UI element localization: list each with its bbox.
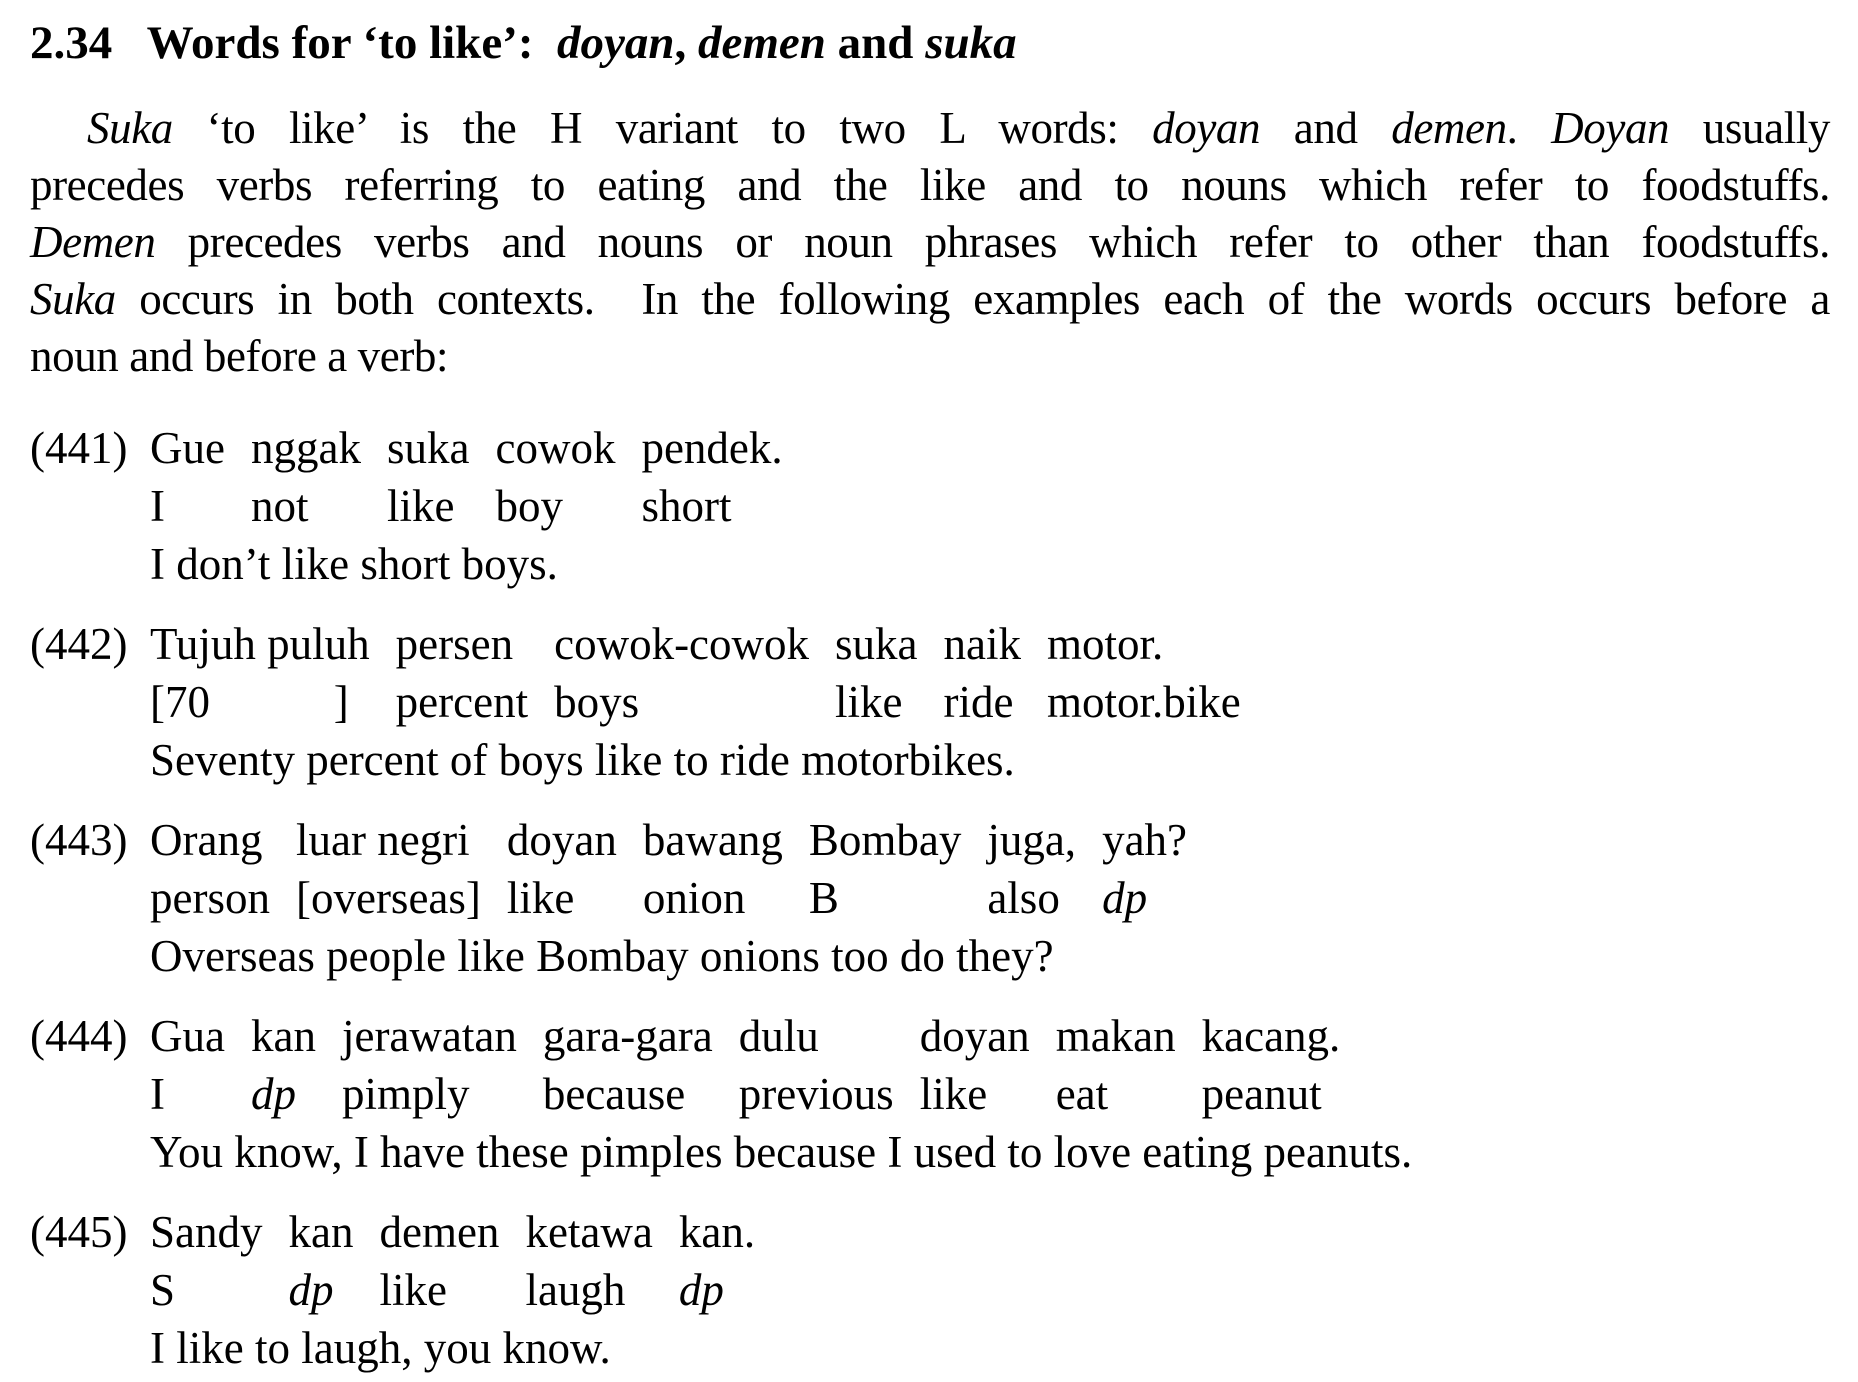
source-word: gara-gara xyxy=(542,1011,713,1061)
source-word: pendek. xyxy=(641,423,783,473)
source-word: doyan xyxy=(919,1011,1030,1061)
source-word: makan xyxy=(1055,1011,1176,1061)
translation-line: I don’t like short boys. xyxy=(150,539,558,589)
example-body xyxy=(150,615,1830,789)
source-word: Gua xyxy=(150,1011,225,1061)
gloss-word: laugh xyxy=(525,1265,626,1315)
italic-term: Suka xyxy=(87,103,173,153)
gloss-word: dp xyxy=(288,1265,334,1315)
source-word: kacang. xyxy=(1201,1011,1341,1061)
text-run: precedes verbs referring to eating and the like and to nouns which refer to foodstuffs. xyxy=(30,160,1830,210)
source-word: doyan xyxy=(506,815,617,865)
translation-line: You know, I have these pimples because I used to love eating peanuts. xyxy=(150,1127,1413,1177)
source-word: dulu xyxy=(738,1011,819,1061)
gloss-word: not xyxy=(250,481,309,531)
source-word: kan. xyxy=(678,1207,756,1257)
gloss-word: peanut xyxy=(1201,1069,1322,1119)
italic-term: Doyan xyxy=(1551,103,1670,153)
gloss-column xyxy=(150,1203,263,1319)
text-run: and xyxy=(1260,103,1392,153)
gloss-word: S xyxy=(150,1265,176,1315)
gloss-word: like xyxy=(919,1069,988,1119)
intro-paragraph xyxy=(30,100,1830,385)
gloss-word: dp xyxy=(250,1069,296,1119)
gloss-column xyxy=(507,811,617,927)
gloss-word: dp xyxy=(678,1265,724,1315)
source-word: kan xyxy=(288,1207,354,1257)
example-body xyxy=(150,419,1830,593)
gloss-word: boys xyxy=(554,677,640,727)
gloss-word: I xyxy=(150,1069,165,1119)
gloss-column xyxy=(987,811,1076,927)
example xyxy=(30,811,1830,985)
gloss-column xyxy=(809,811,962,927)
gloss-word: pimply xyxy=(341,1069,470,1119)
gloss-word: [70 ] xyxy=(150,677,349,727)
gloss-word: dp xyxy=(1102,873,1148,923)
example xyxy=(30,1203,1830,1377)
source-word: nggak xyxy=(250,423,361,473)
gloss-column xyxy=(525,1203,652,1319)
gloss-column xyxy=(289,1203,354,1319)
title-text: and xyxy=(825,17,926,69)
gloss-column xyxy=(641,419,782,535)
example-number: (442) xyxy=(30,619,128,669)
source-word: suka xyxy=(835,619,918,669)
source-word: persen xyxy=(395,619,514,669)
gloss-column xyxy=(495,419,615,535)
source-word: juga, xyxy=(987,815,1077,865)
gloss-column xyxy=(739,1007,894,1123)
title-text: 2.34 Words for ‘to like’: xyxy=(30,17,557,69)
italic-term: Demen xyxy=(30,217,156,267)
source-word: luar negri xyxy=(295,815,470,865)
title-text: , xyxy=(674,17,698,69)
gloss-column xyxy=(396,615,528,731)
example-body xyxy=(150,1007,1830,1181)
gloss-column xyxy=(543,1007,713,1123)
italic-term: Suka xyxy=(30,274,116,324)
gloss-word: eat xyxy=(1055,1069,1109,1119)
title-italic-term: demen xyxy=(697,17,826,69)
source-word: motor. xyxy=(1047,619,1164,669)
source-word: kan xyxy=(250,1011,316,1061)
interlinear-row xyxy=(150,1203,1830,1319)
paragraph-line xyxy=(30,214,1830,271)
gloss-word: like xyxy=(379,1265,447,1315)
source-word: ketawa xyxy=(525,1207,653,1257)
gloss-word: short xyxy=(641,481,732,531)
source-word: Orang xyxy=(150,815,263,865)
italic-term: demen xyxy=(1391,103,1507,153)
gloss-column xyxy=(251,1007,316,1123)
examples xyxy=(30,419,1830,1377)
gloss-column xyxy=(1102,811,1187,927)
text-run: noun and before a verb: xyxy=(30,331,449,381)
gloss-word: previous xyxy=(738,1069,894,1119)
gloss-column xyxy=(554,615,809,731)
gloss-column xyxy=(379,1203,499,1319)
gloss-column xyxy=(251,419,361,535)
italic-term: doyan xyxy=(1152,103,1261,153)
example-number: (445) xyxy=(30,1207,128,1257)
gloss-word: person xyxy=(150,873,270,923)
source-word: cowok-cowok xyxy=(554,619,810,669)
translation-line: I like to laugh, you know. xyxy=(150,1323,611,1373)
gloss-word: like xyxy=(386,481,455,531)
text-run: usually xyxy=(1669,103,1830,153)
text-run: precedes verbs and nouns or noun phrases which refer to other than foodstuffs. xyxy=(155,217,1830,267)
gloss-word: motor.bike xyxy=(1047,677,1241,727)
gloss-column xyxy=(920,1007,1030,1123)
interlinear-row xyxy=(150,1007,1830,1123)
paragraph-line xyxy=(30,157,1830,214)
paragraph-line xyxy=(30,271,1830,328)
gloss-column xyxy=(296,811,481,927)
interlinear-row xyxy=(150,419,1830,535)
example xyxy=(30,1007,1830,1181)
paragraph-line xyxy=(30,328,1830,385)
gloss-column xyxy=(944,615,1021,731)
source-word: demen xyxy=(379,1207,500,1257)
gloss-column xyxy=(342,1007,517,1123)
gloss-column xyxy=(387,419,470,535)
gloss-word: because xyxy=(542,1069,686,1119)
source-word: naik xyxy=(943,619,1022,669)
gloss-column xyxy=(1202,1007,1341,1123)
section-title xyxy=(30,14,1830,72)
example-number: (444) xyxy=(30,1011,128,1061)
gloss-column xyxy=(150,1007,225,1123)
translation-line: Overseas people like Bombay onions too do they? xyxy=(150,931,1054,981)
source-word: Bombay xyxy=(808,815,962,865)
gloss-word: B xyxy=(808,873,839,923)
gloss-column xyxy=(150,615,370,731)
source-word: yah? xyxy=(1102,815,1188,865)
text-run: occurs in both contexts. In the following examples each of the words occurs before a xyxy=(115,274,1830,324)
source-word: jerawatan xyxy=(341,1011,517,1061)
gloss-word: I xyxy=(150,481,165,531)
gloss-word: onion xyxy=(642,873,746,923)
gloss-column xyxy=(150,419,225,535)
text-run: ‘to like’ is the H variant to two L words: xyxy=(172,103,1153,153)
source-word: Tujuh puluh xyxy=(150,619,370,669)
source-word: cowok xyxy=(495,423,616,473)
gloss-word: [overseas] xyxy=(295,873,481,923)
example-body xyxy=(150,1203,1830,1377)
gloss-word: like xyxy=(835,677,903,727)
example xyxy=(30,615,1830,789)
translation-line: Seventy percent of boys like to ride motorbikes. xyxy=(150,735,1015,785)
gloss-column xyxy=(1047,615,1241,731)
gloss-column xyxy=(679,1203,755,1319)
paragraph-line xyxy=(30,100,1830,157)
title-italic-term: doyan xyxy=(556,17,675,69)
title-italic-term: suka xyxy=(925,17,1017,69)
gloss-column xyxy=(643,811,783,927)
interlinear-row xyxy=(150,615,1830,731)
source-word: Sandy xyxy=(150,1207,263,1257)
gloss-word: also xyxy=(987,873,1060,923)
source-word: suka xyxy=(386,423,470,473)
gloss-column xyxy=(150,811,270,927)
example-number: (443) xyxy=(30,815,128,865)
gloss-word: ride xyxy=(943,677,1014,727)
source-word: Gue xyxy=(150,423,225,473)
example xyxy=(30,419,1830,593)
gloss-word: boy xyxy=(495,481,563,531)
gloss-column xyxy=(835,615,918,731)
example-number: (441) xyxy=(30,423,128,473)
source-word: bawang xyxy=(642,815,783,865)
gloss-column xyxy=(1056,1007,1176,1123)
example-body xyxy=(150,811,1830,985)
interlinear-row xyxy=(150,811,1830,927)
gloss-word: percent xyxy=(395,677,529,727)
gloss-word: like xyxy=(506,873,575,923)
text-run: . xyxy=(1506,103,1552,153)
